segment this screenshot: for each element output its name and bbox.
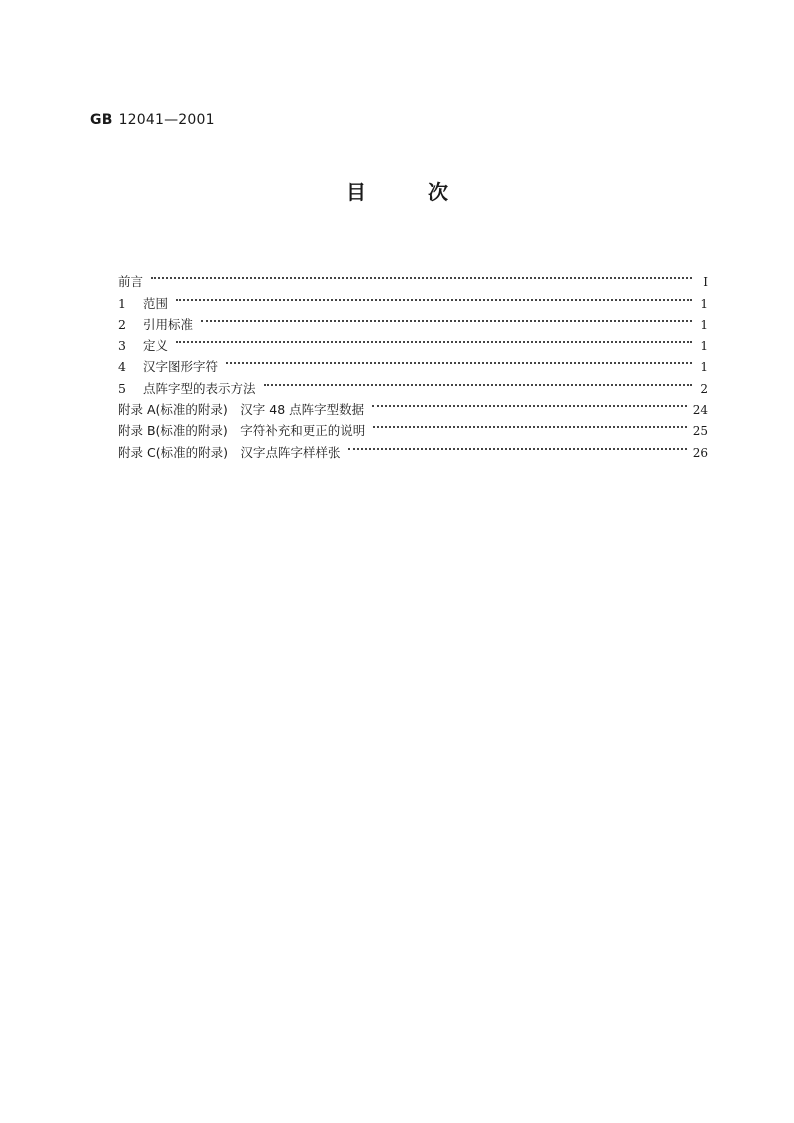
page-title [0, 176, 794, 205]
toc-entry-label: 前言 [118, 274, 144, 290]
toc-entry-foreword[interactable] [118, 265, 708, 290]
toc-dot-leader [201, 308, 692, 329]
toc-entry-label: 汉字图形字符 [143, 359, 219, 375]
toc-entry-page: 1 [700, 317, 708, 332]
toc-entry-page: I [703, 275, 708, 290]
toc-entry-number: 4 [118, 359, 126, 375]
standard-code [90, 112, 215, 128]
table-of-contents [118, 265, 708, 460]
toc-entry-label: 附录 A(标准的附录) 汉字 48 点阵字型数据 [118, 402, 365, 418]
page-title-char-2: 次 [428, 180, 510, 204]
toc-entry-page: 26 [692, 445, 708, 460]
toc-dot-leader [226, 350, 692, 371]
toc-dot-leader [176, 286, 692, 307]
toc-entry-number: 5 [118, 380, 126, 396]
toc-dot-leader [176, 329, 692, 350]
toc-dot-leader [373, 414, 686, 435]
toc-entry-page: 1 [700, 360, 708, 375]
toc-entry-label: 附录 B(标准的附录) 字符补充和更正的说明 [118, 423, 366, 439]
toc-entry-page: 1 [700, 296, 708, 311]
toc-dot-leader [264, 371, 692, 392]
toc-entry-label: 引用标准 [143, 316, 194, 332]
toc-entry-label: 附录 C(标准的附录) 汉字点阵字样样张 [118, 444, 341, 460]
toc-entry-label: 点阵字型的表示方法 [143, 380, 256, 396]
toc-entry-label: 定义 [143, 338, 169, 354]
page-title-char-1: 目 [346, 180, 428, 204]
toc-dot-leader [151, 265, 692, 286]
toc-dot-leader [372, 393, 687, 414]
toc-entry-scope[interactable] [118, 286, 708, 311]
standard-number: 12041—2001 [118, 112, 215, 128]
toc-dot-leader [348, 435, 686, 456]
toc-entry-number: 3 [118, 338, 126, 354]
toc-entry-page: 2 [700, 381, 708, 396]
toc-entry-label: 范围 [143, 295, 169, 311]
toc-entry-number: 2 [118, 316, 126, 332]
toc-entry-definitions[interactable] [118, 329, 708, 354]
toc-entry-page: 25 [692, 424, 708, 439]
standard-prefix: GB [90, 112, 113, 128]
toc-entry-page: 24 [692, 403, 708, 418]
toc-entry-page: 1 [700, 339, 708, 354]
toc-entry-number: 1 [118, 295, 126, 311]
toc-entry-references[interactable] [118, 308, 708, 332]
toc-entry-graphic-characters[interactable] [118, 350, 708, 375]
